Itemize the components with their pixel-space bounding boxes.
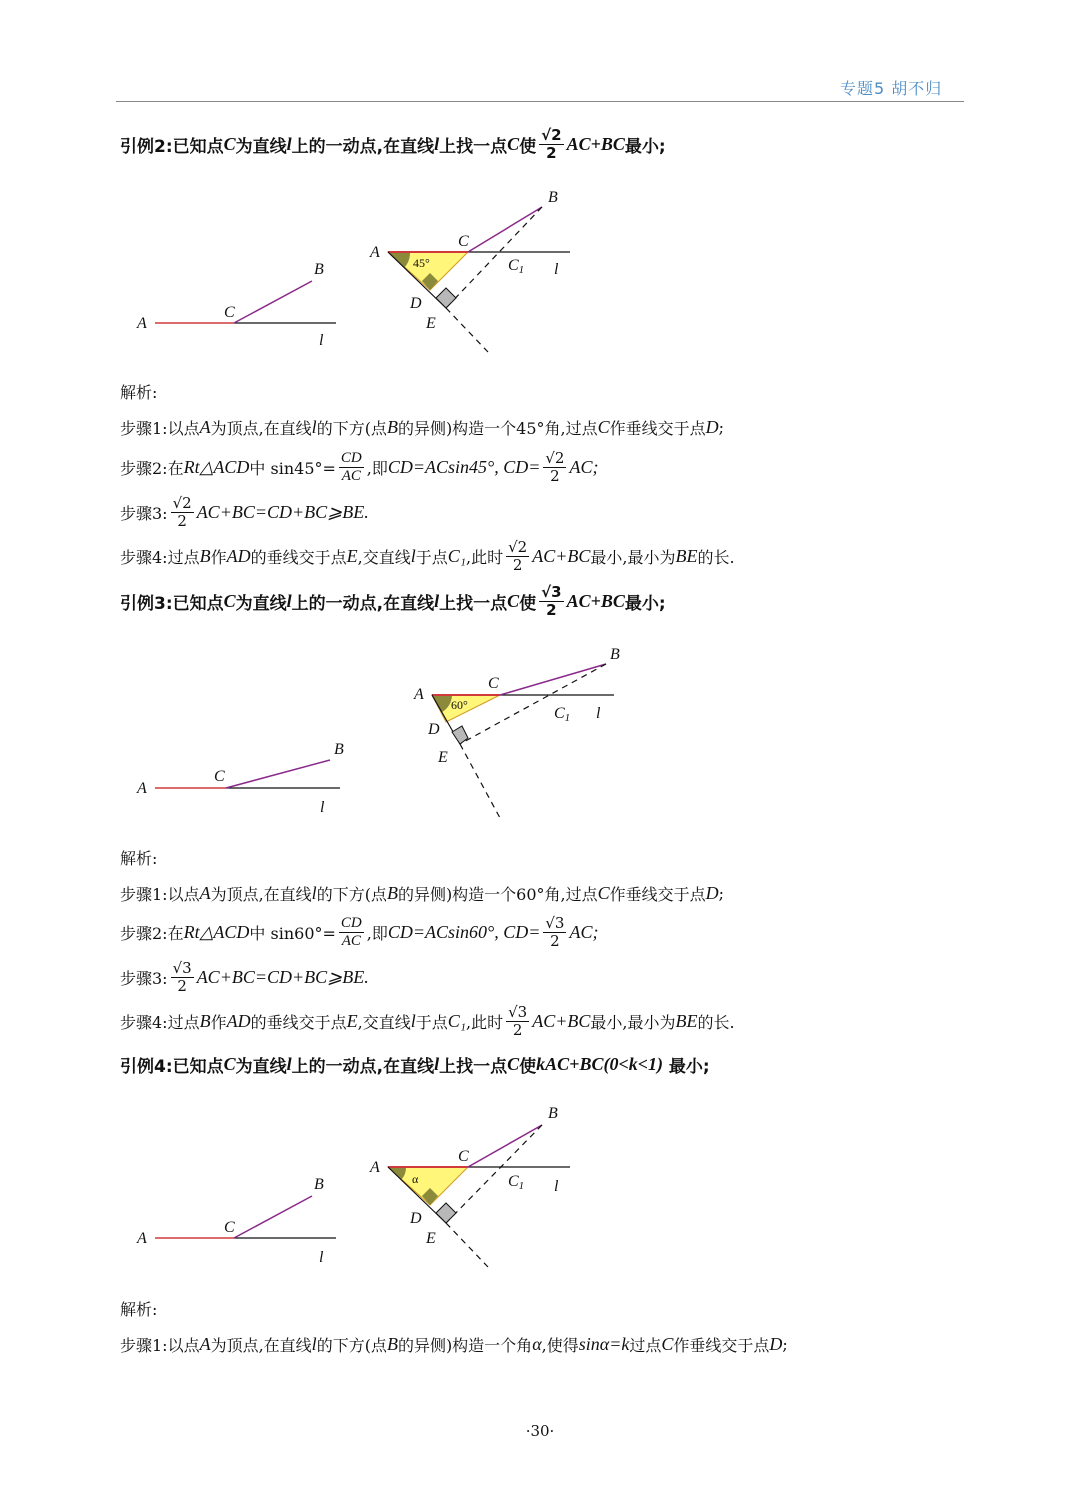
label-c1: C1 bbox=[508, 1173, 525, 1192]
label-b: B bbox=[314, 1176, 324, 1193]
segment-bc-2 bbox=[468, 1125, 542, 1167]
extension-de bbox=[446, 1223, 488, 1267]
example-4-figure bbox=[130, 1095, 600, 1275]
step-4-3: 步骤4:过点 B 作 AD 的垂线交于点 E ,交直线 l 于点 C₁ ,此时 $\frac{√3}{2}$ AC+BC 最小,最小为 BE 的长. bbox=[120, 1003, 735, 1039]
extension-de bbox=[446, 308, 488, 352]
label-d: D bbox=[428, 721, 440, 738]
segment-bc-2 bbox=[468, 207, 542, 252]
step-3-3: 步骤3: $\frac{√3}{2}$ AC+BC=CD+BC⩾BE. bbox=[120, 959, 369, 995]
right-angle-marker bbox=[436, 288, 456, 308]
step-1-3: 步骤1:以点 A 为顶点,在直线 l 的下方(点 B 的异侧)构造一个60°角,过点 C 作垂线交于点 D ; bbox=[120, 883, 725, 904]
example-2-figure bbox=[130, 180, 600, 360]
label-b: B bbox=[334, 741, 344, 758]
segment-bc bbox=[226, 760, 330, 788]
label-c1: C1 bbox=[508, 257, 525, 276]
angle-label: α bbox=[412, 1172, 419, 1186]
label-l-2: l bbox=[596, 705, 601, 722]
label-b: B bbox=[314, 261, 324, 278]
angle-label: 60° bbox=[451, 698, 468, 712]
analysis-label-4: 解析: bbox=[120, 1300, 158, 1319]
page-header: 专题5 胡不归 bbox=[840, 79, 943, 98]
label-e: E bbox=[426, 315, 436, 332]
example-2-title: 引例2: 已知点 C 为直线 l 上的一动点,在直线 l 上找一点 C 使 $\frac{√2}{2}$ AC+BC 最小; bbox=[120, 126, 666, 162]
header-rule bbox=[116, 101, 964, 102]
angle-label: 45° bbox=[413, 256, 430, 270]
step-2-3: 步骤2:在 Rt△ACD 中 sin60°= $\frac{CD}{AC}$ ,即 CD=ACsin60°, CD= $\frac{√3}{2}$ AC; bbox=[120, 914, 599, 950]
label-l: l bbox=[320, 799, 325, 816]
segment-bc bbox=[234, 281, 312, 323]
page-number: ·30· bbox=[525, 1422, 555, 1440]
step-1: 步骤1:以点 A 为顶点,在直线 l 的下方(点 B 的异侧)构造一个45°角,过点 C 作垂线交于点 D ; bbox=[120, 417, 725, 438]
label-l: l bbox=[319, 1249, 324, 1266]
extension-de bbox=[460, 744, 500, 818]
label-c-2: C bbox=[488, 675, 499, 692]
segment-bc bbox=[234, 1196, 312, 1238]
label-a-2: A bbox=[370, 244, 380, 261]
label-a: A bbox=[137, 780, 147, 797]
label-l: l bbox=[319, 332, 324, 349]
right-angle-marker bbox=[452, 726, 468, 744]
label-e: E bbox=[438, 749, 448, 766]
label-b-2: B bbox=[548, 1105, 558, 1122]
label-e: E bbox=[426, 1230, 436, 1247]
step-1-4: 步骤1:以点 A 为顶点,在直线 l 的下方(点 B 的异侧)构造一个角 α ,使得 sinα=k 过点 C 作垂线交于点 D ; bbox=[120, 1334, 788, 1355]
label-l-2: l bbox=[554, 1178, 559, 1195]
segment-bc-2 bbox=[500, 664, 606, 695]
label-c-2: C bbox=[458, 1148, 469, 1165]
label-a: A bbox=[137, 1230, 147, 1247]
example-3-figure bbox=[130, 640, 630, 825]
label-c: C bbox=[224, 1219, 235, 1236]
label-c: C bbox=[214, 768, 225, 785]
fraction: $\frac{√2}{2}$ bbox=[541, 126, 562, 162]
label-b-2: B bbox=[610, 646, 620, 663]
label-l-2: l bbox=[554, 261, 559, 278]
right-angle-marker bbox=[436, 1203, 456, 1223]
label-b-2: B bbox=[548, 189, 558, 206]
label-a-2: A bbox=[370, 1159, 380, 1176]
label-c-2: C bbox=[458, 233, 469, 250]
example-4-title: 引例4: 已知点 C 为直线 l 上的一动点,在直线 l 上找一点 C 使 kAC+BC(0<k<1) 最小; bbox=[120, 1054, 710, 1077]
step-2: 步骤2:在 Rt△ACD 中 sin45°= $\frac{CD}{AC}$ ,即 CD=ACsin45°, CD= $\frac{√2}{2}$ AC; bbox=[120, 449, 599, 485]
label-d: D bbox=[410, 295, 422, 312]
step-4: 步骤4:过点 B 作 AD 的垂线交于点 E ,交直线 l 于点 C₁ ,此时 $\frac{√2}{2}$ AC+BC 最小,最小为 BE 的长. bbox=[120, 538, 735, 574]
label-a: A bbox=[137, 315, 147, 332]
analysis-label-3: 解析: bbox=[120, 849, 158, 868]
step-3: 步骤3: $\frac{√2}{2}$ AC+BC=CD+BC⩾BE. bbox=[120, 494, 369, 530]
example-3-title: 引例3: 已知点 C 为直线 l 上的一动点,在直线 l 上找一点 C 使 $\frac{√3}{2}$ AC+BC 最小; bbox=[120, 583, 666, 619]
analysis-label: 解析: bbox=[120, 383, 158, 402]
label-c1: C1 bbox=[554, 705, 571, 724]
label-d: D bbox=[410, 1210, 422, 1227]
label-c: C bbox=[224, 304, 235, 321]
label-a-2: A bbox=[414, 686, 424, 703]
